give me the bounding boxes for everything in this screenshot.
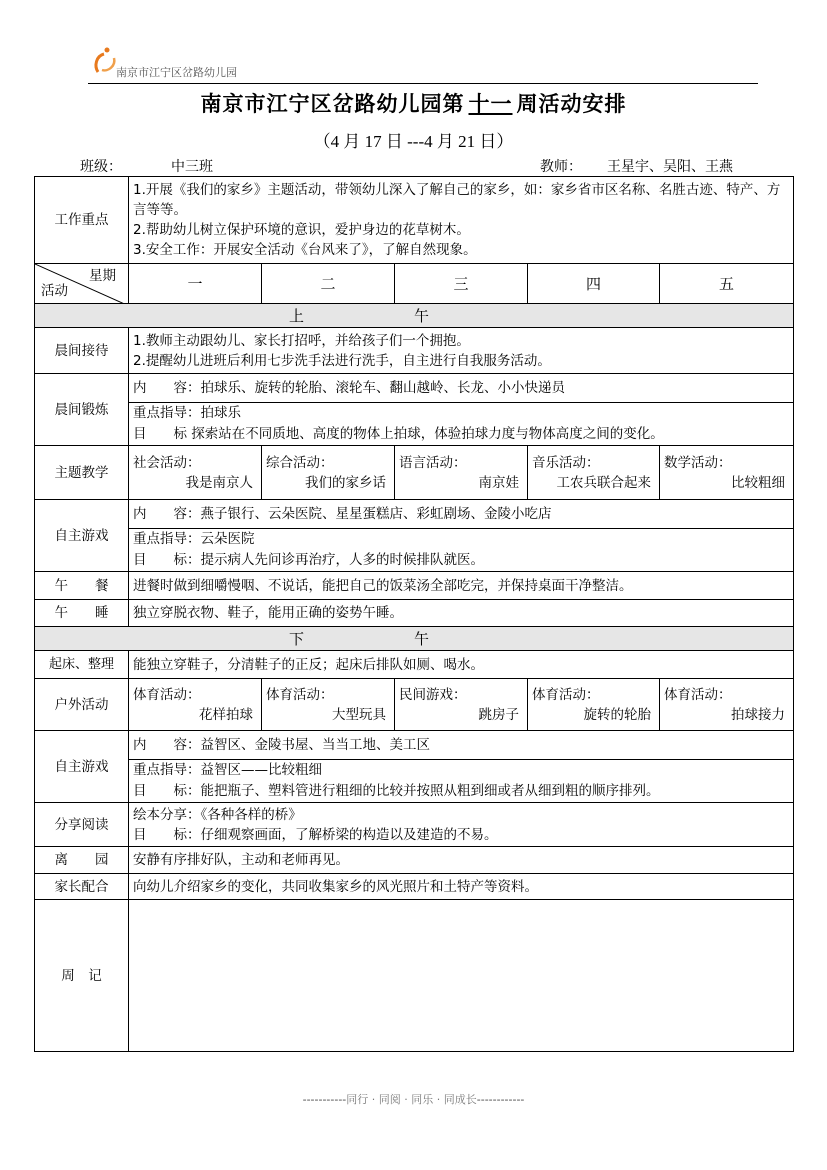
free-play-am-items: 内 容：燕子银行、云朵医院、星星蛋糕店、彩虹剧场、金陵小吃店 — [133, 506, 552, 522]
page-title — [0, 88, 827, 118]
outdoor-cell-friday — [660, 679, 794, 731]
free-play-pm-focus: 重点指导：益智区——比较粗细 — [129, 759, 793, 781]
reception-line: 2.提醒幼儿进班后利用七步洗手法进行洗手，自主进行自我服务活动。 — [133, 352, 551, 369]
activity-name: 南京娃 — [478, 474, 519, 491]
parents-row — [35, 874, 794, 900]
theme-cell-monday — [129, 446, 262, 500]
outdoor-row — [35, 679, 794, 731]
free-play-am-content — [129, 500, 794, 572]
nap-row — [35, 600, 794, 627]
reading-book: 绘本分享：《各种各样的桥》 — [133, 806, 302, 823]
outdoor-label: 户外活动 — [35, 679, 129, 731]
corner-week-label: 星期 — [89, 268, 116, 284]
morning-section-row — [35, 304, 794, 328]
lunch-content: 进餐时做到细嚼慢咽、不说话，能把自己的饭菜汤全部吃完，并保持桌面干净整洁。 — [129, 572, 794, 600]
free-play-pm-label: 自主游戏 — [35, 731, 129, 803]
day-thursday: 四 — [528, 264, 660, 304]
footer-dashes-right: ------------ — [476, 1093, 525, 1106]
weekly-plan-table — [34, 176, 794, 1052]
footer-slogan: 同行 · 同阅 · 同乐 · 同成长 — [346, 1093, 477, 1106]
reception-row — [35, 328, 794, 374]
focus-line: 2.帮助幼儿树立保护环境的意识，爱护身边的花草树木。 — [133, 222, 470, 238]
activity-name: 大型玩具 — [332, 706, 386, 723]
activity-type: 数学活动： — [664, 454, 732, 471]
teacher-value: 王星宇、吴阳、王燕 — [592, 156, 748, 177]
reading-label: 分享阅读 — [35, 803, 129, 847]
work-focus-content — [129, 177, 794, 264]
exercise-label: 晨间锻炼 — [35, 374, 129, 446]
theme-teaching-label: 主题教学 — [35, 446, 129, 500]
lunch-row — [35, 572, 794, 600]
activity-name: 旋转的轮胎 — [583, 706, 651, 723]
afternoon-section-label: 下午 — [35, 627, 794, 651]
wake-up-label: 起床、整理 — [35, 651, 129, 679]
theme-cell-tuesday — [262, 446, 395, 500]
exercise-focus: 重点指导：拍球乐 — [129, 402, 793, 424]
reception-content — [129, 328, 794, 374]
wake-up-row — [35, 651, 794, 679]
activity-type: 民间游戏： — [399, 686, 467, 703]
activity-type: 体育活动： — [266, 686, 334, 703]
activity-type: 音乐活动： — [532, 454, 600, 471]
class-value: 中三班 — [154, 156, 230, 177]
outdoor-cell-thursday — [528, 679, 660, 731]
reading-row — [35, 803, 794, 847]
exercise-row — [35, 374, 794, 446]
afternoon-section-row — [35, 627, 794, 651]
title-suffix: 周活动安排 — [516, 91, 627, 116]
page-header — [88, 44, 758, 84]
day-friday: 五 — [660, 264, 794, 304]
activity-type: 体育活动： — [133, 686, 201, 703]
class-label: 班级： — [80, 159, 122, 175]
activity-name: 工农兵联合起来 — [556, 474, 651, 491]
footer-dashes-left: ----------- — [302, 1093, 347, 1106]
activity-type: 体育活动： — [532, 686, 600, 703]
page-footer — [0, 1091, 827, 1107]
teacher-label: 教师： — [540, 159, 582, 175]
day-wednesday: 三 — [395, 264, 528, 304]
reception-line: 1.教师主动跟幼儿、家长打招呼，并给孩子们一个拥抱。 — [133, 332, 470, 349]
theme-teaching-row — [35, 446, 794, 500]
lunch-label: 午 餐 — [35, 572, 129, 600]
activity-name: 我是南京人 — [185, 474, 253, 491]
weekly-notes-row — [35, 900, 794, 1052]
activity-name: 拍球接力 — [731, 706, 785, 723]
free-play-am-row — [35, 500, 794, 572]
date-range: （4 月 17 日 ---4 月 21 日） — [313, 132, 514, 151]
free-play-pm-goal: 目 标：能把瓶子、塑料管进行粗细的比较并按照从粗到细或者从细到粗的顺序排列。 — [133, 783, 660, 799]
activity-name: 比较粗细 — [731, 474, 785, 491]
leave-label: 离 园 — [35, 847, 129, 874]
focus-line: 1.开展《我们的家乡》主题活动，带领幼儿深入了解自己的家乡，如：家乡省市区名称、名胜古迹、特产、方言等等。 — [133, 182, 781, 218]
activity-type: 语言活动： — [399, 454, 467, 471]
activity-name: 花样拍球 — [199, 706, 253, 723]
activity-type: 体育活动： — [664, 686, 732, 703]
outdoor-cell-monday — [129, 679, 262, 731]
leave-content: 安静有序排好队，主动和老师再见。 — [129, 847, 794, 874]
reading-content — [129, 803, 794, 847]
parents-content: 向幼儿介绍家乡的变化，共同收集家乡的风光照片和土特产等资料。 — [129, 874, 794, 900]
nap-label: 午 睡 — [35, 600, 129, 627]
theme-cell-wednesday — [395, 446, 528, 500]
kindergarten-logo-icon — [92, 46, 118, 76]
activity-name: 跳房子 — [478, 706, 519, 723]
outdoor-cell-wednesday — [395, 679, 528, 731]
day-tuesday: 二 — [262, 264, 395, 304]
activity-type: 综合活动： — [266, 454, 334, 471]
title-prefix: 南京市江宁区岔路幼儿园第 — [200, 91, 465, 116]
focus-line: 3.安全工作：开展安全活动《台风来了》，了解自然现象。 — [133, 242, 477, 258]
work-focus-row — [35, 177, 794, 264]
free-play-am-label: 自主游戏 — [35, 500, 129, 572]
free-play-pm-row — [35, 731, 794, 803]
exercise-goal: 目 标 探索站在不同质地、高度的物体上拍球，体验拍球力度与物体高度之间的变化。 — [133, 426, 664, 442]
weekday-header-row — [35, 264, 794, 304]
weekly-notes-label: 周 记 — [35, 900, 129, 1052]
outdoor-cell-tuesday — [262, 679, 395, 731]
corner-activity-label: 活动 — [41, 283, 68, 299]
activity-type: 社会活动： — [133, 454, 201, 471]
nap-content: 独立穿脱衣物、鞋子，能用正确的姿势午睡。 — [129, 600, 794, 627]
free-play-am-focus: 重点指导：云朵医院 — [129, 528, 793, 550]
weekly-notes-content — [129, 900, 794, 1052]
reading-goal: 目 标：仔细观察画面，了解桥梁的构造以及建造的不易。 — [133, 826, 498, 843]
title-week-number: 十一 — [468, 91, 513, 116]
logo-text: 南京市江宁区岔路幼儿园 — [116, 66, 237, 79]
theme-cell-friday — [660, 446, 794, 500]
activity-name: 我们的家乡话 — [305, 474, 386, 491]
corner-header-cell — [35, 264, 129, 304]
reception-label: 晨间接待 — [35, 328, 129, 374]
free-play-pm-content — [129, 731, 794, 803]
wake-up-content: 能独立穿鞋子，分清鞋子的正反；起床后排队如厕、喝水。 — [129, 651, 794, 679]
work-focus-label: 工作重点 — [35, 177, 129, 264]
leave-row — [35, 847, 794, 874]
free-play-am-goal: 目 标：提示病人先问诊再治疗，人多的时候排队就医。 — [133, 552, 484, 568]
exercise-items: 内 容：拍球乐、旋转的轮胎、滚轮车、翻山越岭、长龙、小小快递员 — [133, 380, 565, 396]
day-monday: 一 — [129, 264, 262, 304]
free-play-pm-items: 内 容：益智区、金陵书屋、当当工地、美工区 — [133, 737, 430, 753]
parents-label: 家长配合 — [35, 874, 129, 900]
morning-section-label: 上午 — [35, 304, 794, 328]
theme-cell-thursday — [528, 446, 660, 500]
exercise-content — [129, 374, 794, 446]
